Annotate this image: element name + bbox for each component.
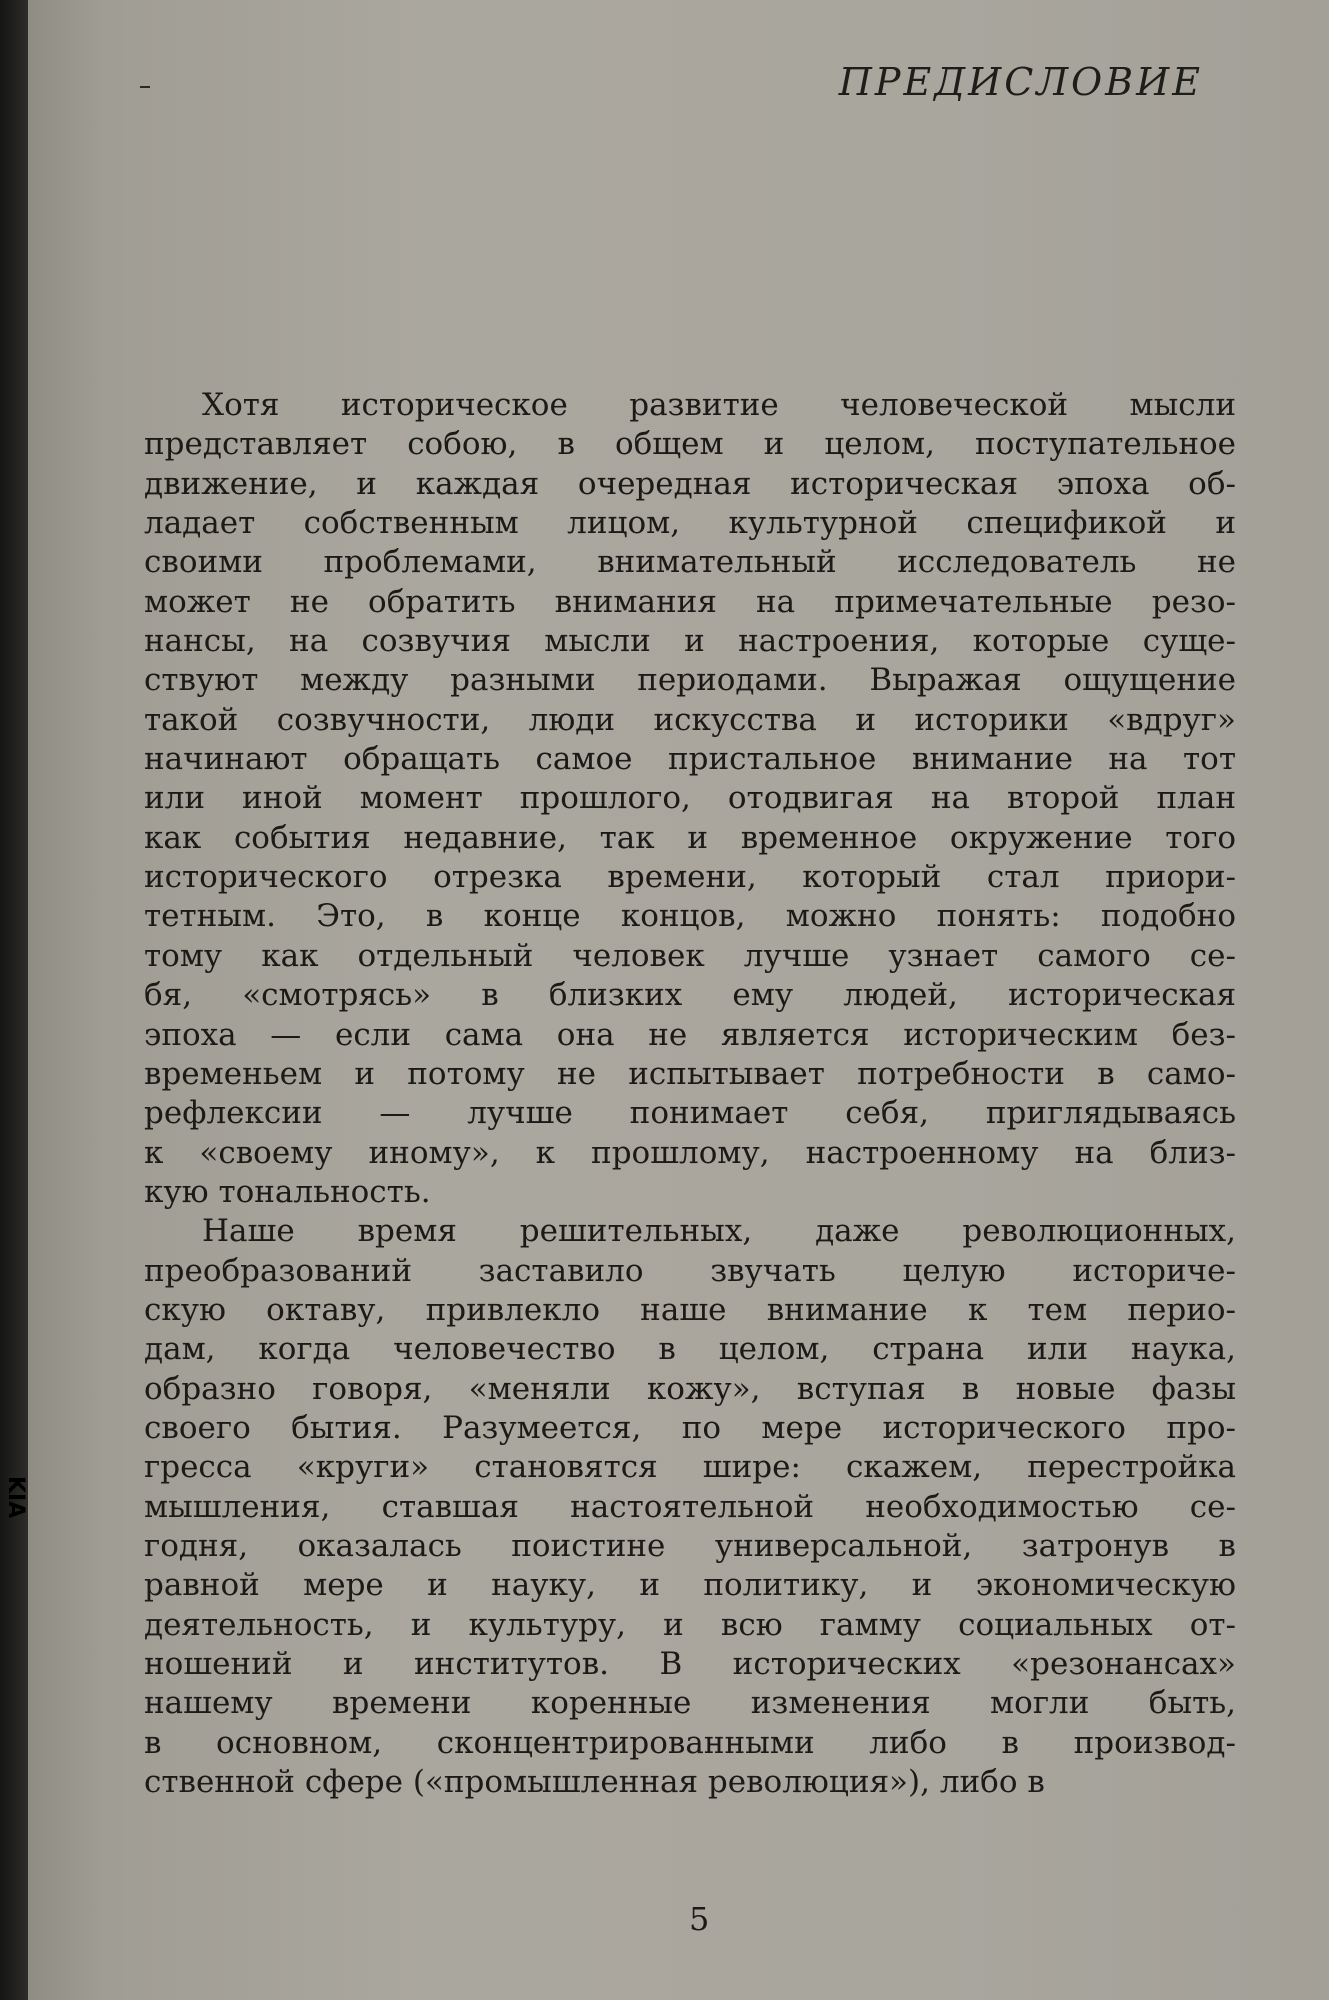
text-line: своими проблемами, внимательный исследователь не [144, 544, 1236, 581]
text-line: такой созвучности, люди искусства и историки «вдруг» [144, 701, 1236, 738]
text-line: дам, когда человечество в целом, страна или наука, [144, 1331, 1236, 1368]
text-line: к «своему иному», к прошлому, настроенному на близ- [144, 1134, 1236, 1171]
text-line: Наше время решительных, даже революционных, [202, 1213, 1236, 1250]
text-line: может не обратить внимания на примечательные резо- [144, 583, 1236, 620]
text-line: представляет собою, в общем и целом, поступательное [144, 426, 1236, 463]
text-line: гресса «круги» становятся шире: скажем, перестройка [144, 1449, 1236, 1486]
page-number: 5 [689, 1900, 710, 1938]
text-line: преобразований заставило звучать целую историче- [144, 1252, 1236, 1289]
text-line: или иной момент прошлого, отодвигая на второй план [144, 780, 1236, 817]
text-line: Хотя историческое развитие человеческой мысли [202, 387, 1236, 423]
text-line: исторического отрезка времени, который стал приори- [144, 859, 1236, 896]
book-page [28, 0, 1329, 2000]
text-line: скую октаву, привлекло наше внимание к тем перио- [144, 1291, 1236, 1328]
text-line: образно говоря, «меняли кожу», вступая в новые фазы [144, 1370, 1236, 1407]
text-line: движение, и каждая очередная историческая эпоха об- [144, 465, 1236, 502]
text-line: бя, «смотрясь» в близких ему людей, историческая [144, 977, 1236, 1014]
text-line: эпоха — если сама она не является историческим без- [144, 1016, 1236, 1053]
text-line: ствуют между разными периодами. Выражая ощущение [144, 662, 1236, 699]
text-line: начинают обращать самое пристальное внимание на тот [144, 741, 1236, 778]
body-text [144, 386, 1236, 1802]
text-line: нансы, на созвучия мысли и настроения, которые суще- [144, 623, 1236, 660]
text-line: равной мере и науку, и политику, и экономическую [144, 1567, 1236, 1604]
spine-label: KIA [3, 1476, 28, 1519]
text-line: тому как отдельный человек лучше узнает самого се- [144, 937, 1236, 974]
text-line: ственной сфере («промышленная революция»), либо в [144, 1764, 1045, 1801]
text-line: ношений и институтов. В исторических «резонансах» [144, 1646, 1236, 1682]
text-line: годня, оказалась поистине универсальной, затронув в [144, 1527, 1236, 1564]
paragraph-2 [144, 1212, 1236, 1802]
book-gutter [0, 0, 28, 2000]
text-line: в основном, сконцентрированными либо в производ- [144, 1724, 1236, 1761]
text-line: своего бытия. Разумеется, по мере исторического про- [144, 1409, 1236, 1446]
page-header-title: ПРЕДИСЛОВИЕ [838, 60, 1203, 104]
text-line: временьем и потому не испытывает потребности в само- [144, 1055, 1236, 1092]
paragraph-1 [144, 386, 1236, 1212]
text-line: ладает собственным лицом, культурной спецификой и [144, 505, 1236, 542]
text-line: нашему времени коренные изменения могли быть, [144, 1685, 1236, 1722]
text-line: мышления, ставшая настоятельной необходимостью се- [144, 1488, 1236, 1525]
bleed-through-text [148, 70, 1228, 113]
text-line: рефлексии — лучше понимает себя, приглядываясь [144, 1095, 1236, 1132]
text-line: как события недавние, так и временное окружение того [144, 819, 1236, 856]
text-line: тетным. Это, в конце концов, можно понять: подобно [144, 898, 1236, 935]
text-line: кую тональность. [144, 1173, 431, 1210]
text-line: деятельность, и культуру, и всю гамму социальных от- [144, 1606, 1236, 1643]
